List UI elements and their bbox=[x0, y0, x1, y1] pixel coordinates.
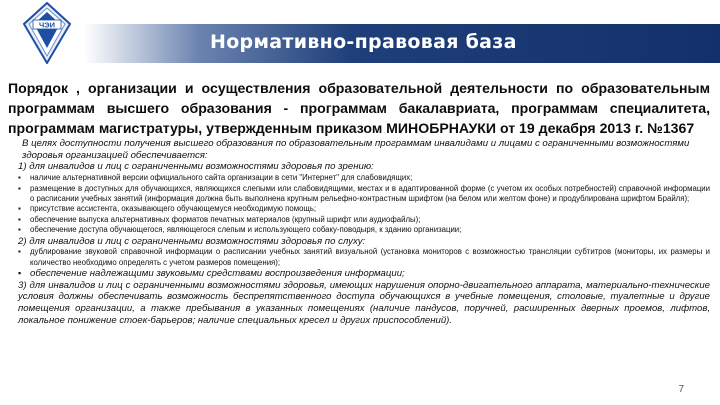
section-vision-list bbox=[8, 173, 710, 235]
bullet-icon: ▪ bbox=[18, 173, 21, 183]
section-hearing-list bbox=[8, 247, 710, 280]
institution-logo bbox=[20, 2, 74, 64]
document-body bbox=[8, 138, 710, 327]
section-vision-title: 1) для инвалидов и лиц с ограниченными возможностями здоровья по зрению: bbox=[18, 161, 374, 173]
section-mobility-paragraph: 3) для инвалидов и лиц с ограниченными возможностями здоровья, имеющих нарушения опорно-двигательного аппарата, материально-технические условия должны обеспечивать возможность беспрепятственного доступа обучающихся в учебные помещения, столовые, туалетные и другие помещения организации, а также пребывания в указанных помещениях (наличие пандусов, поручней, расширенных дверных проемов, лифтов, локальное понижение стоек-барьеров; наличие специальных кресел и других приспособлений). bbox=[18, 279, 710, 326]
page-title: Нормативно-правовая база bbox=[210, 31, 517, 53]
list-item: ▪ обеспечение надлежащими звуковыми средствами воспроизведения информации; bbox=[18, 268, 405, 280]
logo-text: ЧЭИ bbox=[39, 20, 55, 30]
list-item: ▪ присутствие ассистента, оказывающего обучающемуся необходимую помощь; bbox=[18, 204, 317, 214]
list-item: ▪ дублирование звуковой справочной информации о расписании учебных занятий визуальной (установка мониторов с возможностью трансляции субтитров (мониторы, их размеры и количество необходимо определять с учетом размеров помещения); bbox=[18, 247, 710, 267]
list-item: ▪ размещение в доступных для обучающихся, являющихся слепыми или слабовидящими, местах и в адаптированной форме (с учетом их особых потребностей) справочной информации о расписании учебных занятий (информация должна быть выполнена крупным рельефно-контрастным шрифтом (на белом или желтом фоне) и продублирована шрифтом Брайля); bbox=[18, 183, 710, 203]
document-heading: Порядок , организации и осуществления образовательной деятельности по образовательным программам высшего образования - программам бакалавриата, программам специалитета, программам магистратуры, утвержденным приказом МИНОБРНАУКИ от 19 декабря 2013 г. №1367 bbox=[8, 80, 710, 136]
intro-paragraph: В целях доступности получения высшего образования по образовательным программам инвалидами и лицами с ограниченными возможностями здоровья организацией обеспечивается: bbox=[22, 138, 690, 161]
list-item: ▪ наличие альтернативной версии официального сайта организации в сети "Интернет" для слабовидящих; bbox=[18, 173, 413, 183]
bullet-icon: ▪ bbox=[18, 225, 21, 235]
page-number: 7 bbox=[678, 384, 684, 395]
bullet-icon: ▪ bbox=[18, 268, 22, 279]
list-item: ▪ обеспечение доступа обучающегося, являющегося слепым и использующего собаку-поводыря, к зданию организации; bbox=[18, 225, 462, 235]
logo-emblem-icon bbox=[20, 2, 74, 64]
section-hearing-title: 2) для инвалидов и лиц с ограниченными возможностями здоровья по слуху: bbox=[18, 235, 366, 247]
bullet-icon: ▪ bbox=[18, 247, 21, 257]
list-item: ▪ обеспечение выпуска альтернативных форматов печатных материалов (крупный шрифт или аудиофайлы); bbox=[18, 214, 421, 224]
bullet-icon: ▪ bbox=[18, 183, 21, 193]
bullet-icon: ▪ bbox=[18, 214, 21, 224]
bullet-icon: ▪ bbox=[18, 204, 21, 214]
